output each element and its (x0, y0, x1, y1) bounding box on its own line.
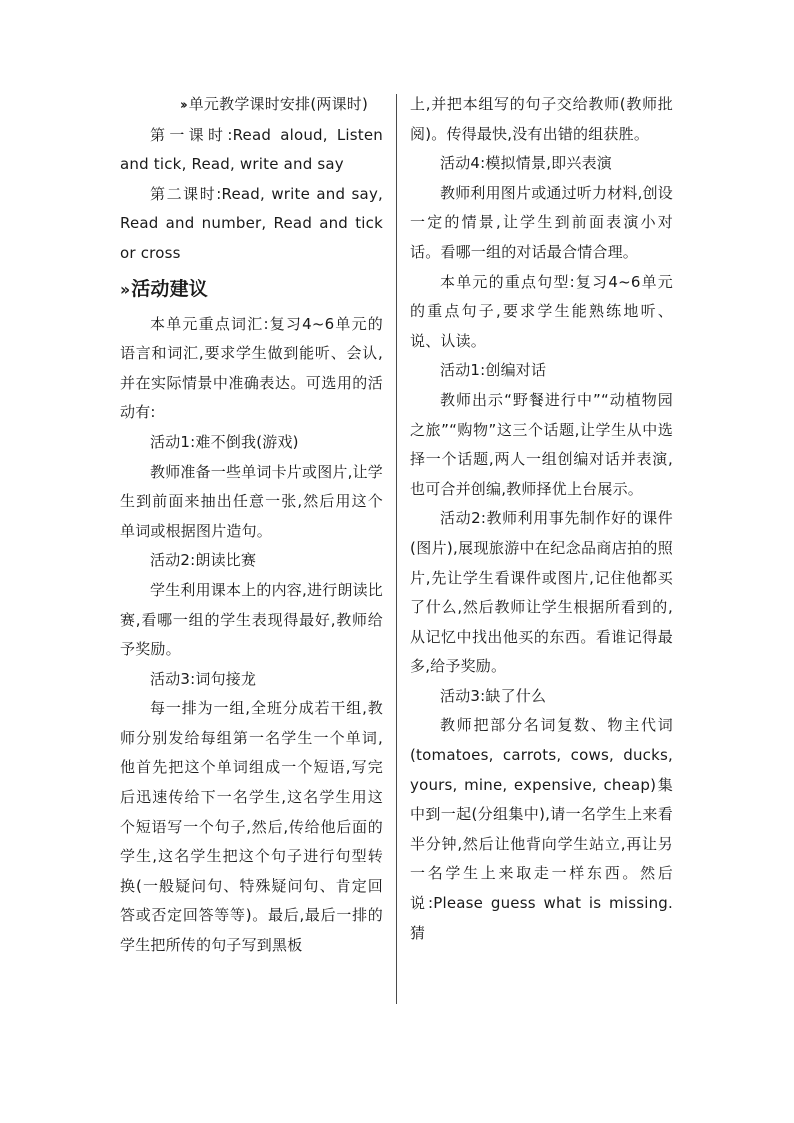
activity-2-body: 学生利用课本上的内容,进行朗读比赛,看哪一组的学生表现得最好,教师给予奖励。 (120, 580, 383, 659)
activity-1-body: 教师准备一些单词卡片或图片,让学生到前面来抽出任意一张,然后用这个单词或根据图片造句。 (120, 462, 383, 540)
activity-section-heading-text: 活动建议 (131, 277, 208, 300)
left-column (120, 90, 383, 961)
activity-section-heading (120, 269, 383, 310)
right-column (410, 90, 673, 948)
activity-3-title: 活动3:词句接龙 (150, 669, 257, 688)
activity-2-title: 活动2:朗读比赛 (150, 551, 257, 570)
sentence-activity-1-title: 活动1:创编对话 (440, 361, 547, 380)
activity-3-continuation: 上,并把本组写的句子交给教师(教师批阅)。传得最快,没有出错的组获胜。 (410, 95, 673, 143)
double-chevron-icon: ›› (120, 279, 128, 299)
sentence-pattern-intro: 本单元的重点句型:复习4~6单元的重点句子,要求学生能熟练地听、说、认读。 (410, 272, 673, 350)
lesson-1: 第一课时:Read aloud, Listen and tick, Read, write and say (120, 125, 383, 174)
sentence-activity-1-body: 教师出示“野餐进行中”“动植物园之旅”“购物”这三个话题,让学生从中选择一个话题,两人一组创编对话并表演,也可合并创编,教师择优上台展示。 (410, 390, 673, 498)
schedule-heading (120, 90, 383, 121)
double-chevron-icon: ›› (180, 98, 185, 113)
lesson-2: 第二课时:Read, write and say, Read and number, Read and tick or cross (120, 184, 383, 262)
activity-4-title: 活动4:模拟情景,即兴表演 (440, 154, 612, 173)
activity-4-body: 教师利用图片或通过听力材料,创设一定的情景,让学生到前面表演小对话。看哪一组的对话最合情合理。 (410, 183, 673, 261)
activity-1-title: 活动1:难不倒我(游戏) (150, 432, 299, 451)
column-divider (396, 94, 397, 1004)
schedule-heading-text: 单元教学课时安排(两课时) (188, 95, 369, 113)
sentence-activity-2-body: 活动2:教师利用事先制作好的课件(图片),展现旅游中在纪念品商店拍的照片,先让学生看课件或图片,记住他都买了什么,然后教师让学生根据所看到的,从记忆中找出他买的东西。看谁记得最多,给予奖励。 (410, 509, 673, 676)
sentence-activity-3-body: 教师把部分名词复数、物主代词(tomatoes, carrots, cows, ducks, yours, mine, expensive, cheap)集中到一起(分组集中),请一名学生上来看半分钟,然后让他背向学生站立,再让另一名学生上来取走一样东西。然后说:Please guess what is missing.猜 (410, 716, 673, 942)
sentence-activity-3-title: 活动3:缺了什么 (440, 686, 547, 705)
vocabulary-intro: 本单元重点词汇:复习4~6单元的语言和词汇,要求学生做到能听、会认,并在实际情景中准确表达。可选用的活动有: (120, 314, 383, 422)
activity-3-body: 每一排为一组,全班分成若干组,教师分别发给每组第一名学生一个单词,他首先把这个单词组成一个短语,写完后迅速传给下一名学生,这名学生用这个短语写一个句子,然后,传给他后面的学生,这名学生把这个句子进行句型转换(一般疑问句、特殊疑问句、肯定回答或否定回答等等)。最后,最后一排的学生把所传的句子写到黑板 (120, 699, 383, 955)
